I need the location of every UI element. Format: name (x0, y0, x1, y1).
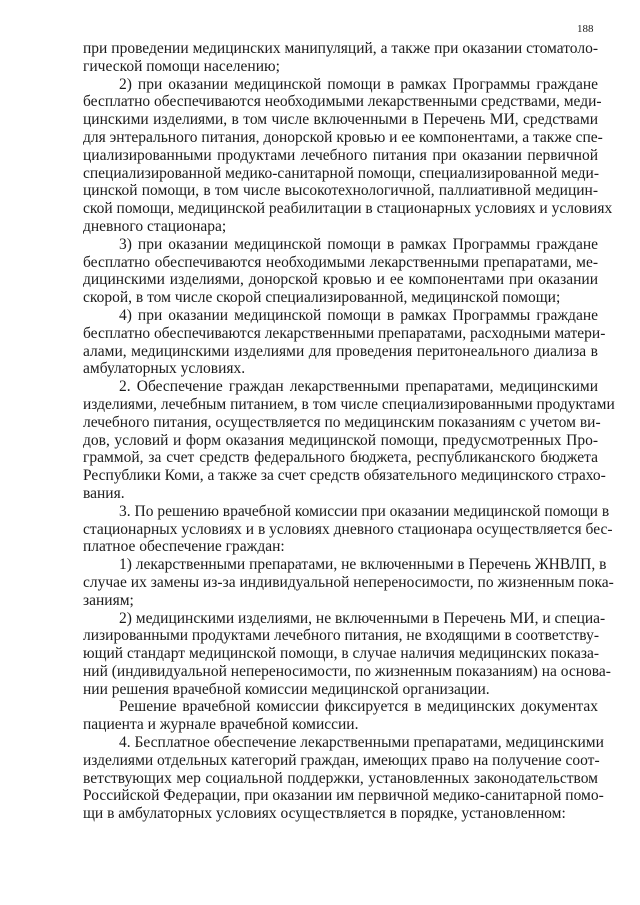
text-line: платное обеспечение граждан: (83, 538, 285, 556)
text-line: при проведении медицинских манипуляций, а также при оказании стоматоло- (83, 40, 598, 57)
text-line: цинской помощи, в том числе высокотехнологичной, паллиативной медицин- (83, 182, 598, 200)
text-line: граммой, за счет средств федерального бюджета, республиканского бюджета (83, 449, 598, 467)
text-line: ющий стандарт медицинской помощи, в случае наличия медицинских показа- (83, 645, 600, 663)
text-line: изделиями, лечебным питанием, в том числе специализированными продуктами (83, 395, 615, 413)
text-line: лизированными продуктами лечебного питания, не входящими в соответству- (83, 627, 600, 645)
text-line: 4) при оказании медицинской помощи в рамках Программы граждане (119, 306, 598, 324)
text-line: пациента и журнале врачебной комиссии. (83, 716, 359, 734)
text-line: 2) медицинскими изделиями, не включенными в Перечень МИ, и специа- (119, 609, 606, 627)
text-line: изделиями отдельных категорий граждан, имеющих право на получение соот- (83, 751, 600, 769)
text-line: 2. Обеспечение граждан лекарственными препаратами, медицинскими (119, 378, 598, 396)
paragraph-p1 (83, 75, 613, 236)
page-number: 188 (577, 23, 594, 35)
text-line: случае их замены из-за индивидуальной непереносимости, по жизненным пока- (83, 573, 614, 591)
text-line: 2) при оказании медицинской помощи в рамках Программы граждане (119, 75, 598, 93)
text-line: стационарных условиях и в условиях дневного стационара осуществляется бес- (83, 520, 613, 538)
text-line: нии решения врачебной комиссии медицинской организации. (83, 680, 490, 698)
text-line: ний (индивидуальной непереносимости, по жизненным показаниям) на основа- (83, 662, 611, 680)
text-line: 3) при оказании медицинской помощи в рамках Программы граждане (119, 235, 598, 253)
text-line: Российской Федерации, при оказании им первичной медико-санитарной помо- (83, 787, 604, 805)
text-line: циализированными продуктами лечебного питания при оказании первичной (83, 146, 598, 164)
text-line: Республики Коми, а также за счет средств обязательного медицинского страхо- (83, 467, 606, 485)
paragraph-p4 (83, 378, 615, 503)
paragraph-p7 (83, 609, 611, 699)
text-line: амбулаторных условиях. (83, 360, 246, 378)
text-line: щи в амбулаторных условиях осуществляется в порядке, установленном: (83, 805, 566, 823)
text-line: ской помощи, медицинской реабилитации в стационарных условиях и условиях (83, 200, 613, 218)
paragraph-p2 (83, 236, 598, 307)
text-line: алами, медицинскими изделиями для проведения перитонеального диализа в (83, 342, 598, 360)
document-body (83, 40, 615, 823)
text-line: для энтерального питания, донорской кровью и ее компонентами, а также спе- (83, 128, 603, 146)
paragraph-p9 (83, 734, 604, 823)
text-line: вания. (83, 484, 125, 502)
paragraph-p0 (83, 40, 598, 76)
text-line: специализированной медико-санитарной помощи, специализированной меди- (83, 164, 600, 182)
text-line: бесплатно обеспечиваются необходимыми лекарственными препаратами, ме- (83, 253, 598, 271)
text-line: ветствующих мер социальной поддержки, установленных законодательством (83, 769, 598, 787)
text-line: дов, условий и форм оказания медицинской помощи, предусмотренных Про- (83, 431, 598, 449)
text-line: Решение врачебной комиссии фиксируется в медицинских документах (119, 698, 598, 716)
text-line: дицинскими изделиями, донорской кровью и ее компонентами при оказании (83, 271, 598, 289)
text-line: лечебного питания, осуществляется по медицинским показаниям с учетом ви- (83, 413, 601, 431)
paragraph-p6 (83, 556, 614, 609)
text-line: бесплатно обеспечиваются необходимыми лекарственными средствами, меди- (83, 93, 602, 111)
text-line: скорой, в том числе скорой специализированной, медицинской помощи; (83, 289, 561, 307)
text-line: гической помощи населению; (83, 57, 280, 75)
paragraph-p3 (83, 306, 606, 378)
text-line: 4. Бесплатное обеспечение лекарственными препаратами, медицинскими (119, 734, 604, 752)
paragraph-p5 (83, 502, 613, 556)
text-line: 3. По решению врачебной комиссии при оказании медицинской помощи в (119, 502, 610, 520)
paragraph-p8 (83, 698, 598, 734)
text-line: дневного стационара; (83, 217, 227, 235)
text-line: заниям; (83, 591, 134, 609)
text-line: цинскими изделиями, в том числе включенными в Перечень МИ, средствами (83, 111, 598, 129)
text-line: бесплатно обеспечиваются лекарственными препаратами, расходными матери- (83, 324, 606, 342)
text-line: 1) лекарственными препаратами, не включенными в Перечень ЖНВЛП, в (119, 556, 607, 574)
